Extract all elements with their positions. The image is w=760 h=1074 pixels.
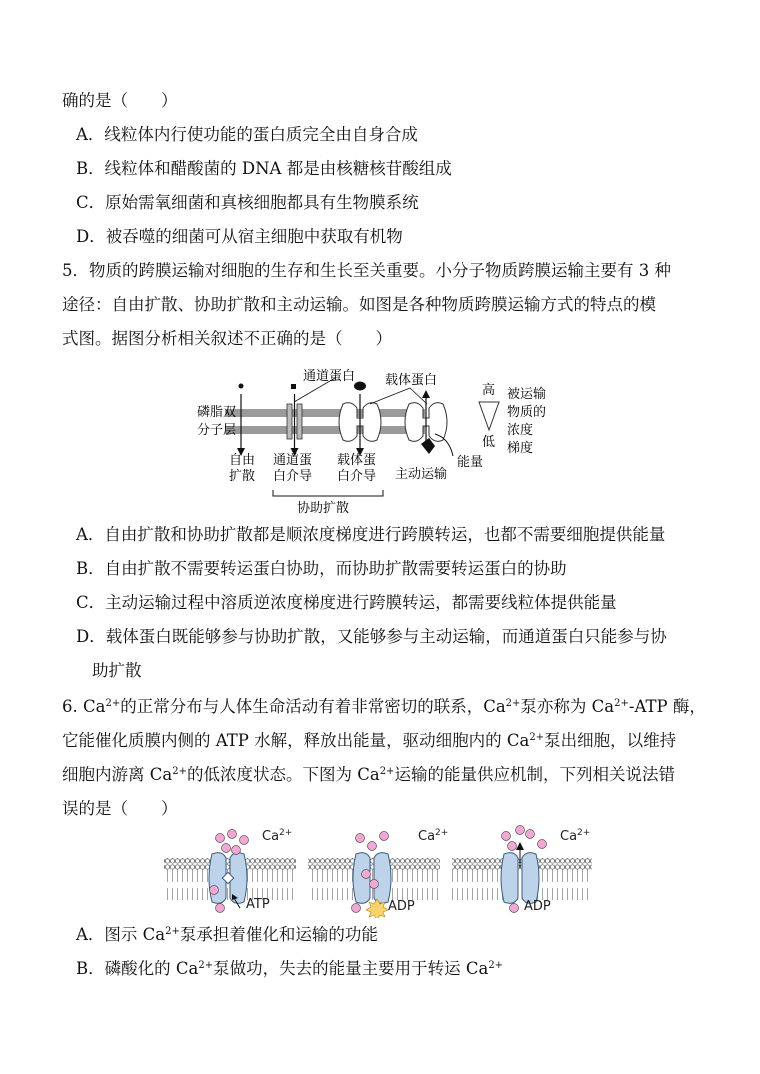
membrane-transport-figure xyxy=(195,364,555,516)
facilitated-bracket xyxy=(273,490,383,496)
channel-protein-label: 通道蛋白 xyxy=(303,369,356,384)
free-diffusion-molecule xyxy=(239,384,244,389)
low-label: 低 xyxy=(482,435,496,450)
pump-panel-2-right xyxy=(374,853,391,904)
q5-option-b: B．自由扩散不需要转运蛋白协助，而协助扩散需要转运蛋白的协助 xyxy=(76,559,567,578)
adp-label-1: ADP xyxy=(388,899,415,914)
carrier-mediated-label-2: 白介导 xyxy=(337,469,377,484)
bilayer-top-band xyxy=(225,409,425,417)
q4-option-d: D．被吞噬的细菌可从宿主细胞中获取有机物 xyxy=(76,227,403,246)
gradient-label-4: 梯度 xyxy=(507,441,534,456)
channel-mediated-label-1: 通道蛋 xyxy=(273,453,313,468)
pump-panel-3-left xyxy=(501,853,518,904)
q5-stem-line-3: 式图。据图分析相关叙述不正确的是（ ） xyxy=(62,329,392,348)
q4-option-a: A．线粒体内行使功能的蛋白质完全由自身合成 xyxy=(76,125,418,144)
carrier-mediated-label-1: 载体蛋 xyxy=(337,453,377,468)
ca-label-2: $Ca^{2+}$ xyxy=(418,828,449,844)
q6-option-a: A．图示 $Ca^{2+}$泵承担着催化和运输的功能 xyxy=(76,925,378,944)
atp-label: ATP xyxy=(246,897,270,912)
bilayer-bottom-band xyxy=(225,426,425,434)
calcium-pump-figure xyxy=(160,822,600,918)
gradient-triangle xyxy=(479,402,499,430)
facilitated-diffusion-label: 协助扩散 xyxy=(297,501,350,516)
ca-label-1: $Ca^{2+}$ xyxy=(262,828,293,844)
q5-stem-line-2: 途径：自由扩散、协助扩散和主动运输。如图是各种物质跨膜运输方式的特点的模 xyxy=(62,295,656,314)
channel-molecule xyxy=(291,384,296,389)
ca-label-3: $Ca^{2+}$ xyxy=(560,828,591,844)
active-transport-label: 主动运输 xyxy=(395,467,448,482)
q5-option-d: D．载体蛋白既能够参与协助扩散，又能够参与主动运输，而通道蛋白只能参与协 xyxy=(76,627,667,646)
q6-stem-line-1: 6. $Ca^{2+}$的正常分布与人体生命活动有着非常密切的联系，$Ca^{2+}$泵亦称为 $Ca^{2+}$-ATP 酶， xyxy=(62,697,706,716)
free-diffusion-label-2: 扩散 xyxy=(229,469,256,484)
bilayer-label-1: 磷脂双 xyxy=(197,405,237,420)
q4-stem-tail: 确的是（ ） xyxy=(62,91,178,110)
carrier-molecule xyxy=(354,382,366,391)
gradient-label-2: 物质的 xyxy=(507,405,547,420)
energy-burst xyxy=(366,899,388,918)
q5-option-d-continued: 助扩散 xyxy=(92,661,142,680)
q6-stem-line-2: 它能催化质膜内侧的 ATP 水解，释放出能量，驱动细胞内的 $Ca^{2+}$泵出细胞，以维持 xyxy=(62,731,677,750)
bilayer-label-2: 分子层 xyxy=(197,423,237,438)
energy-label: 能量 xyxy=(457,455,484,470)
adp-label-2: ADP xyxy=(524,899,551,914)
channel-protein-left xyxy=(287,404,292,439)
q6-stem-line-4: 误的是（ ） xyxy=(62,799,178,818)
q4-option-b: B．线粒体和醋酸菌的 DNA 都是由核糖核苷酸组成 xyxy=(76,159,452,178)
q5-option-c: C．主动运输过程中溶质逆浓度梯度进行跨膜转运，都需要线粒体提供能量 xyxy=(76,593,617,612)
q5-option-a: A．自由扩散和协助扩散都是顺浓度梯度进行跨膜转运，也都不需要细胞提供能量 xyxy=(76,525,666,544)
high-label: 高 xyxy=(482,383,496,398)
free-diffusion-label-1: 自由 xyxy=(229,453,256,468)
pump-panel-3-right xyxy=(522,853,539,904)
gradient-label-3: 浓度 xyxy=(507,423,534,438)
q6-stem-line-3: 细胞内游离 $Ca^{2+}$的低浓度状态。下图为 $Ca^{2+}$运输的能量供应机制，下列相关说法错 xyxy=(62,765,675,784)
carrier-protein-label: 载体蛋白 xyxy=(385,373,438,388)
gradient-label-1: 被运输 xyxy=(507,387,547,402)
channel-mediated-label-2: 白介导 xyxy=(273,469,313,484)
q5-stem-line-1: 5．物质的跨膜运输对细胞的生存和生长至关重要。小分子物质跨膜运输主要有 3 种 xyxy=(62,261,671,280)
q4-option-c: C．原始需氧细菌和真核细胞都具有生物膜系统 xyxy=(76,193,419,212)
q6-option-b: B．磷酸化的 $Ca^{2+}$泵做功，失去的能量主要用于转运 $Ca^{2+}$ xyxy=(76,959,504,978)
channel-protein-right xyxy=(297,404,302,439)
